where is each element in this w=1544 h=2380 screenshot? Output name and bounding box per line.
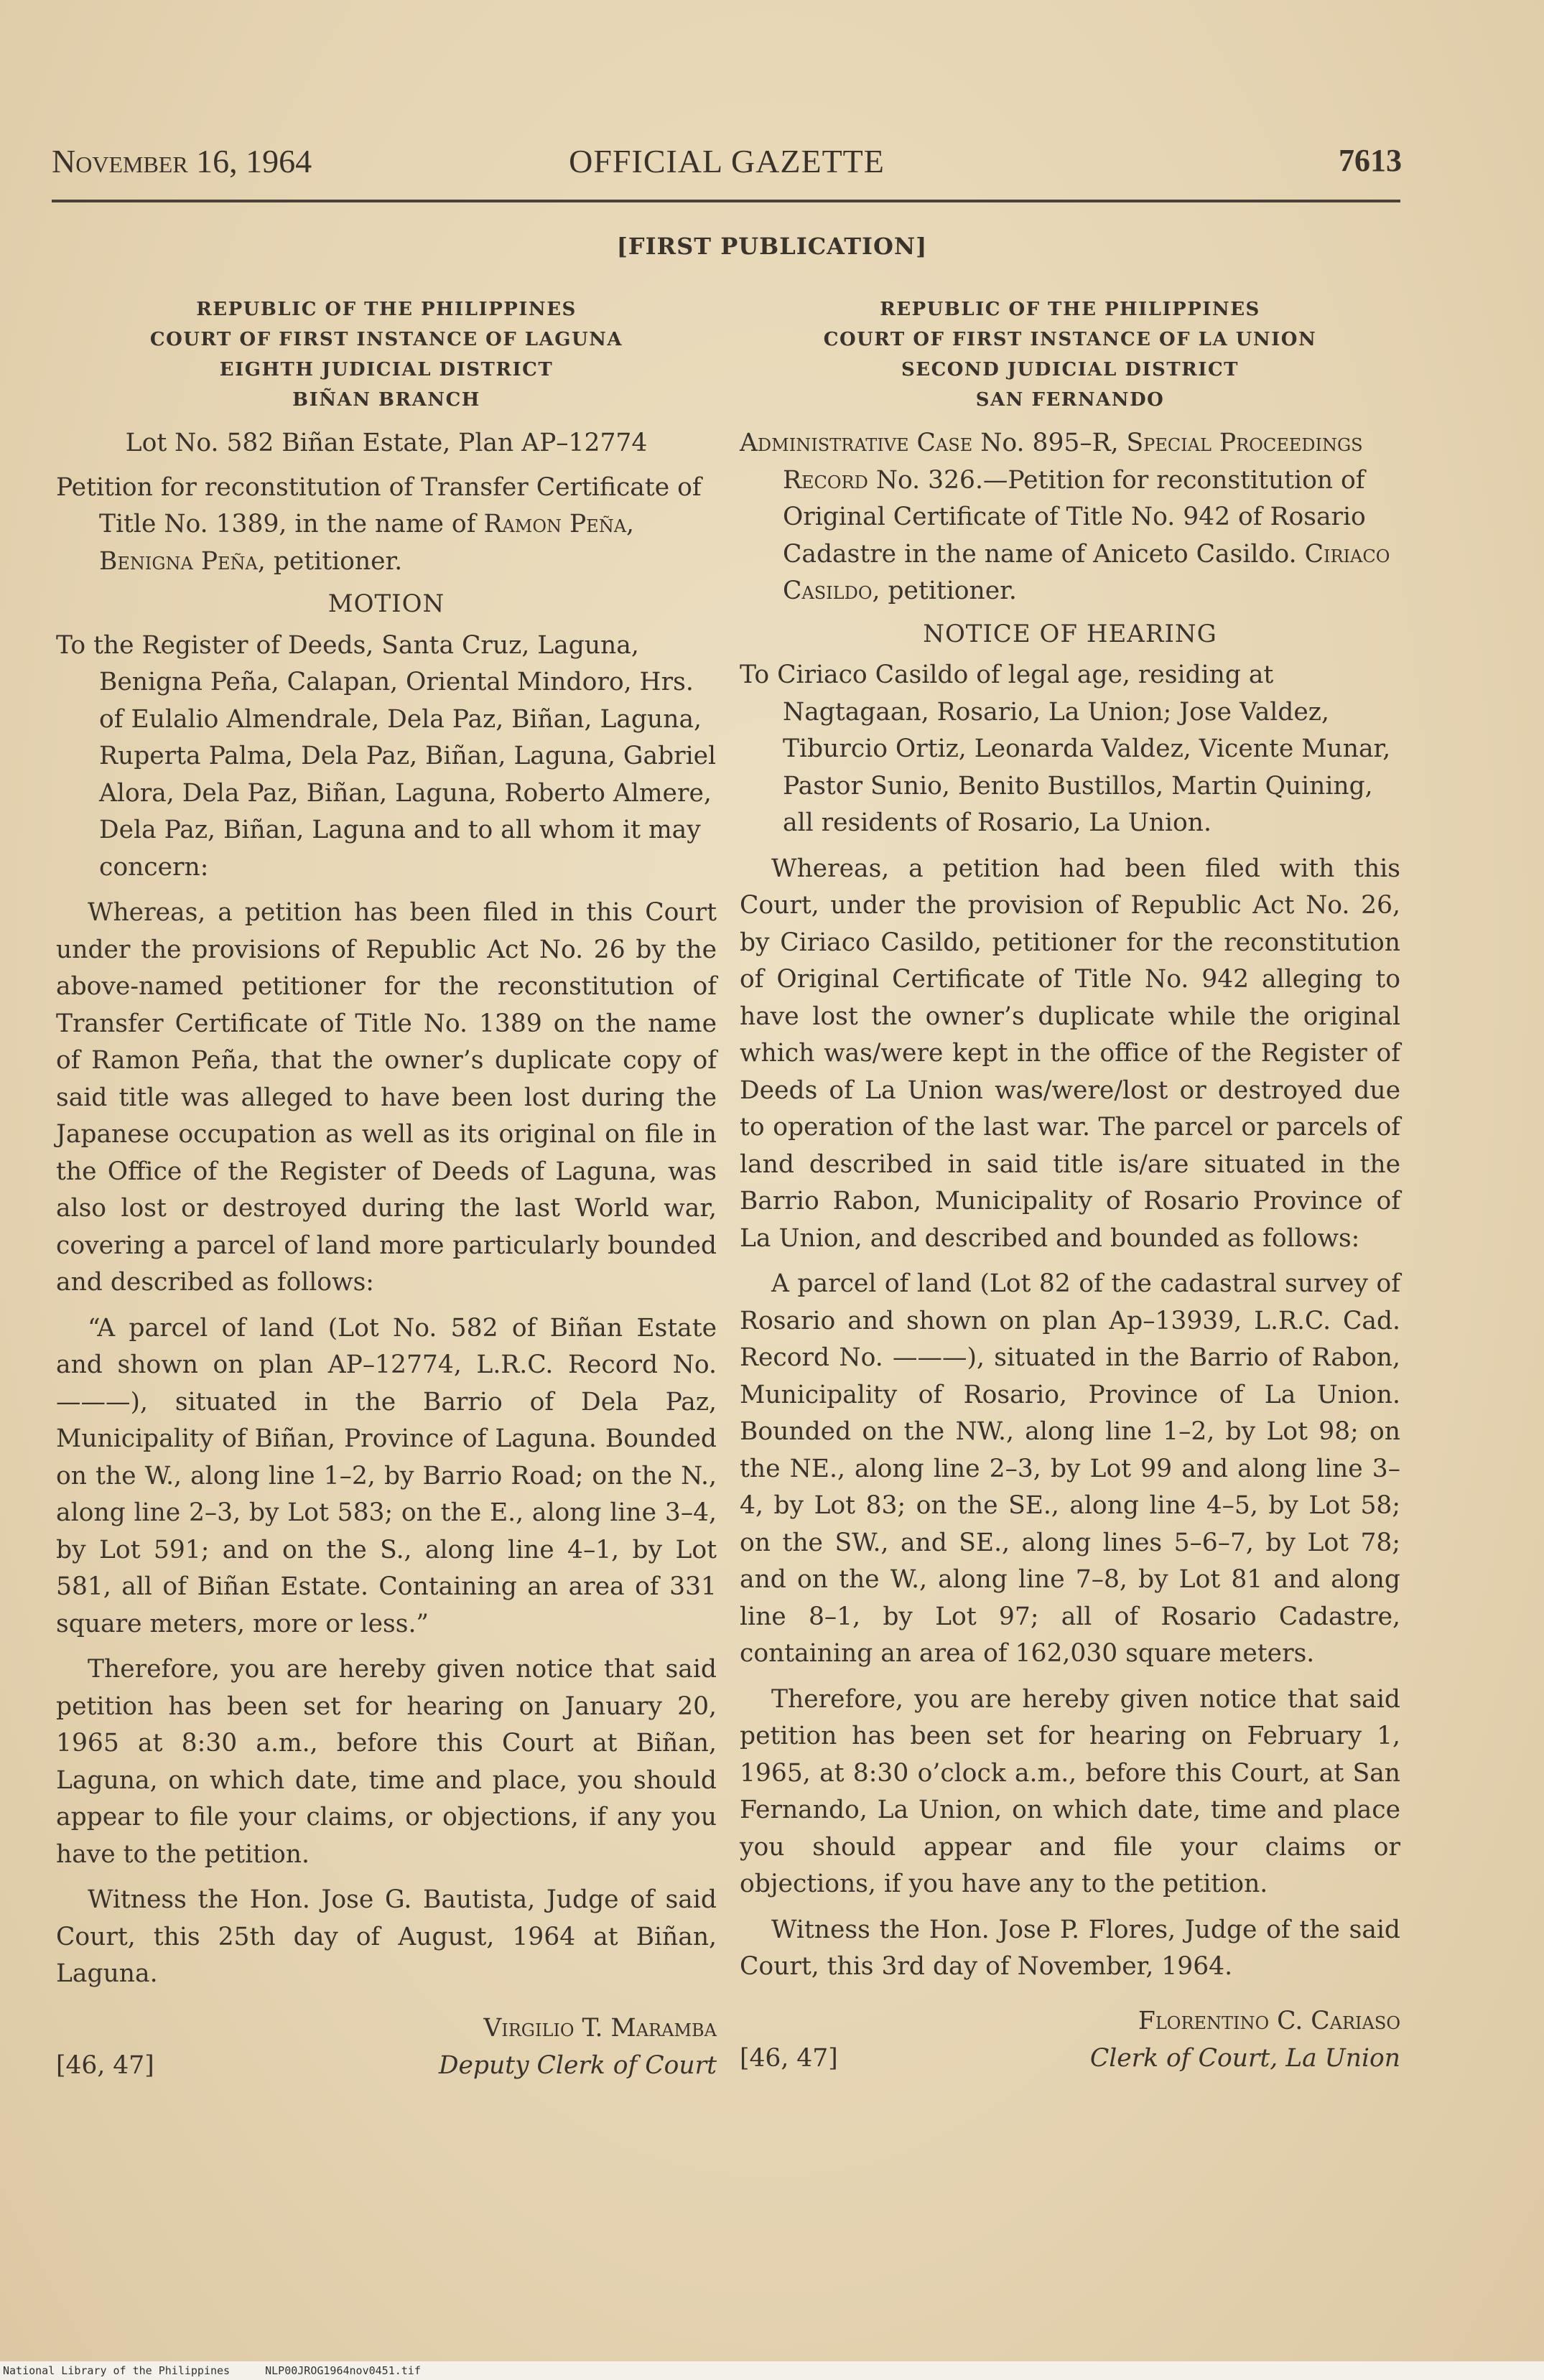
court-line: COURT OF FIRST INSTANCE OF LAGUNA: [149, 329, 623, 350]
page-number: 7613: [1339, 143, 1402, 178]
paragraph: Therefore, you are hereby given notice that said petition has been set for hearing on January 20, 1965 at 8:30 a.m., before this Court at Biñan, Laguna, on which date, time and place, you should appear to file your claims, or objections, if any you have to the petition.: [56, 1655, 717, 1869]
reference-number: [46, 47]: [56, 2050, 154, 2080]
petitioner-name: Ramon Peña,: [483, 510, 634, 538]
petitioner-name: Benigna Peña,: [99, 546, 266, 576]
petitioner-label: petitioner.: [888, 577, 1017, 605]
witness-paragraph: Witness the Hon. Jose P. Flores, Judge of the said Court, this 3rd day of November, 1964.: [740, 1915, 1400, 1981]
case-number: No. 895–R,: [980, 429, 1119, 457]
court-line: REPUBLIC OF THE PHILIPPINES: [880, 299, 1260, 320]
court-heading: [56, 294, 717, 415]
petition-caption: [56, 470, 717, 581]
reference-number: [46, 47]: [740, 2043, 838, 2073]
case-text: No. 326.—Petition for reconstitution of Original Certificate of Title No. 942 of Rosario Cadastre in the name of Aniceto Casildo.: [783, 465, 1366, 569]
addressees: To the Register of Deeds, Santa Cruz, Laguna, Benigna Peña, Calapan, Oriental Mindoro, Hrs. of Eulalio Almendrale, Dela Paz, Biñan, Laguna, Ruperta Palma, Dela Paz, Biñan, Laguna, Gabriel Alora, Dela Paz, Biñan, Laguna, Roberto Almere, Dela Paz, Biñan, Laguna and to all whom it may concern:: [56, 630, 717, 882]
case-type: Special Proceedings Record: [783, 429, 1363, 495]
court-line: COURT OF FIRST INSTANCE OF LA UNION: [823, 329, 1317, 350]
paragraph: Whereas, a petition has been filed in this Court under the provisions of Republic Act No. 26 by the above-named petitioner for the reconstitution of Transfer Certificate of Title No. 1389 on the name of Ramon Peña, that the owner’s duplicate copy of said title was alleged to have been lost during the Japanese occupation as well as its original on file in the Office of the Register of Deeds of Laguna, was also lost or destroyed during the last World war, covering a parcel of land more particularly bounded and described as follows:: [56, 898, 717, 1297]
petitioner-name: Ciriaco Casildo,: [783, 539, 1390, 605]
file-name: NLP00JROG1964nov0451.tif: [265, 2364, 421, 2377]
court-line: BIÑAN BRANCH: [292, 389, 480, 411]
right-notice: [740, 294, 1400, 2078]
paragraph: Whereas, a petition had been filed with this Court, under the provision of Republic Act No. 26, by Ciriaco Casildo, petitioner for the reconstitution of Original Certificate of Title No. 942 alleging to have lost the owner’s duplicate while the original which was/were kept in the office of the Register of Deeds of La Union was/were/lost or destroyed due to operation of the last war. The parcel or parcels of land described in said title is/are situated in the Barrio Rabon, Municipality of Rosario Province of La Union, and described and bounded as follows:: [740, 854, 1400, 1253]
witness-paragraph: Witness the Hon. Jose G. Bautista, Judge of said Court, this 25th day of August, 1964 at Biñan, Laguna.: [56, 1885, 717, 1988]
signatory-name: Virgilio T. Maramba: [483, 2013, 717, 2043]
page-header: [52, 142, 1402, 192]
signatory-name: Florentino C. Cariaso: [1138, 2006, 1400, 2035]
signatory-title: Deputy Clerk of Court: [438, 2050, 717, 2080]
court-line: SAN FERNANDO: [975, 389, 1165, 411]
land-description: A parcel of land (Lot 82 of the cadastral survey of Rosario and shown on plan Ap–13939, L.R.C. Cad. Record No. ———), situated in the Barrio of Rabon, Municipality of Rosario, Province of La Union. Bounded on the NW., along line 1–2, by Lot 98; on the NE., along line 2–3, by Lot 99 and along line 3–4, by Lot 83; on the SE., along line 4–5, by Lot 58; on the SW., and SE., along lines 5–6–7, by Lot 78; and on the W., along line 7–8, by Lot 81 and along line 8–1, by Lot 97; all of Rosario Cadastre, containing an area of 162,030 square meters.: [740, 1269, 1400, 1668]
land-description: “A parcel of land (Lot No. 582 of Biñan Estate and shown on plan AP–12774, L.R.C. Record No. ———), situated in the Barrio of Dela Paz, Municipality of Biñan, Province of Laguna. Bounded on the W., along line 1–2, by Barrio Road; on the N., along line 2–3, by Lot 583; on the E., along line 3–4, by Lot 591; and on the S., along line 4–1, by Lot 581, all of Biñan Estate. Containing an area of 331 square meters, more or less.”: [56, 1313, 717, 1638]
petition-text: Petition for reconstitution of Transfer Certificate of Title No. 1389, in the name of: [56, 472, 702, 538]
signatory-title: Clerk of Court, La Union: [1089, 2043, 1400, 2073]
case-caption: [740, 425, 1400, 610]
lot-line: Lot No. 582 Biñan Estate, Plan AP–12774: [125, 429, 648, 457]
court-line: EIGHTH JUDICIAL DISTRICT: [219, 359, 554, 381]
header-rule: [52, 200, 1400, 202]
scan-attribution: [0, 2361, 1544, 2380]
gazette-title: OFFICIAL GAZETTE: [569, 143, 885, 179]
court-line: REPUBLIC OF THE PHILIPPINES: [196, 299, 577, 320]
case-type: Administrative Case: [740, 429, 973, 457]
notice-heading: NOTICE OF HEARING: [923, 619, 1217, 648]
left-notice: [56, 294, 717, 2085]
issue-date: November 16, 1964: [52, 143, 312, 179]
publication-label: [FIRST PUBLICATION]: [616, 233, 928, 260]
notice-heading: MOTION: [327, 589, 445, 618]
paragraph: Therefore, you are hereby given notice that said petition has been set for hearing on February 1, 1965, at 8:30 o’clock a.m., before this Court, at San Fernando, La Union, on which date, time and place you should appear and file your claims or objections, if you have any to the petition.: [740, 1684, 1400, 1898]
library-name: National Library of the Philippines: [3, 2364, 231, 2377]
court-line: SECOND JUDICIAL DISTRICT: [901, 359, 1239, 381]
signature-block: [740, 2003, 1400, 2078]
court-heading: [740, 294, 1400, 415]
addressees: To Ciriaco Casildo of legal age, residing at Nagtagaan, Rosario, La Union; Jose Valdez, Tiburcio Ortiz, Leonarda Valdez, Vicente Munar, Pastor Sunio, Benito Bustillos, Martin Quining, all residents of Rosario, La Union.: [740, 661, 1391, 837]
petitioner-label: petitioner.: [273, 546, 403, 576]
signature-block: [56, 2010, 717, 2085]
